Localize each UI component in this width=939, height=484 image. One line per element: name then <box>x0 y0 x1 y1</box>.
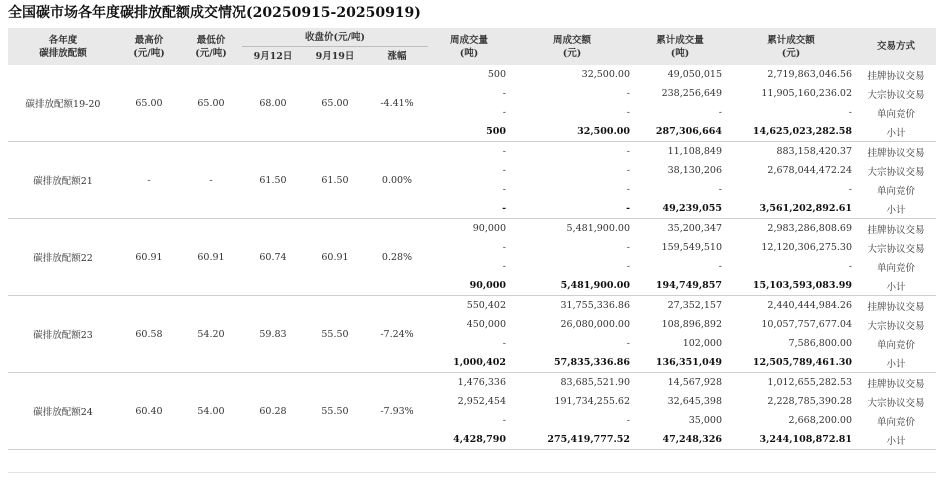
group-high-price: 65.00 <box>118 65 180 142</box>
page-title: 全国碳市场各年度碳排放配额成交情况(20250915-20250919) <box>8 5 421 21</box>
cell-cum-amt: - <box>848 261 853 272</box>
cell-cum-amt: 7,586,800.00 <box>788 338 853 349</box>
cell-week-vol: - <box>502 184 507 195</box>
cell-week-vol: - <box>502 88 507 99</box>
group-name: 碳排放配额21 <box>8 142 118 219</box>
cell-week-amt: 32,500.00 <box>581 69 631 80</box>
group-low-price: - <box>180 142 242 219</box>
cell-mode: 小计 <box>856 276 936 296</box>
cell-week-amt: 5,481,900.00 <box>510 276 634 296</box>
group-change: -4.41% <box>366 65 428 142</box>
group-close-d2: 61.50 <box>304 142 366 219</box>
cell-week-amt: 26,080,000.00 <box>560 319 631 330</box>
cell-cum-amt: 2,983,286,808.69 <box>767 223 853 234</box>
cell-cum-vol: - <box>718 184 723 195</box>
header-close-group: 收盘价(元/吨) <box>242 28 428 47</box>
cell-cum-amt: 12,505,789,461.30 <box>726 353 856 373</box>
group-change: 0.00% <box>366 142 428 219</box>
group-close-d1: 60.28 <box>242 373 304 450</box>
cell-week-vol: - <box>502 261 507 272</box>
header-low <box>180 28 242 65</box>
cell-cum-vol: 27,352,157 <box>667 300 723 311</box>
cell-week-amt: 57,835,336.86 <box>510 353 634 373</box>
header-change: 涨幅 <box>366 47 428 66</box>
cell-week-vol: 2,952,454 <box>457 396 507 407</box>
header-week-amount <box>510 28 634 65</box>
header-year-line2: 碳排放配额 <box>39 47 87 59</box>
cell-week-vol: 500 <box>428 122 510 142</box>
header-week-volume <box>428 28 510 65</box>
group-close-d1: 60.74 <box>242 219 304 296</box>
cell-mode: 挂牌协议交易 <box>867 301 925 313</box>
header-high <box>118 28 180 65</box>
header-high-line1: 最高价 <box>134 34 164 46</box>
cell-cum-vol: 108,896,892 <box>661 319 723 330</box>
cell-cum-amt: - <box>848 184 853 195</box>
group-close-d2: 55.50 <box>304 296 366 373</box>
table-body <box>8 65 936 450</box>
trading-table <box>8 28 936 450</box>
cell-mode: 小计 <box>856 122 936 142</box>
cell-cum-vol: - <box>718 107 723 118</box>
group-low-price: 54.20 <box>180 296 242 373</box>
cell-week-amt: - <box>626 184 631 195</box>
cell-cum-amt: 2,228,785,390.28 <box>767 396 853 407</box>
cell-cum-vol: - <box>718 261 723 272</box>
cell-cum-amt: 2,678,044,472.24 <box>767 165 853 176</box>
cell-mode: 挂牌协议交易 <box>867 70 925 82</box>
cell-mode: 单向竞价 <box>877 262 916 274</box>
cell-cum-amt: 15,103,593,083.99 <box>726 276 856 296</box>
cell-week-amt: - <box>626 165 631 176</box>
cell-week-amt: 275,419,777.52 <box>510 430 634 450</box>
header-week-amount-line1: 周成交额 <box>553 34 592 46</box>
cell-mode: 大宗协议交易 <box>867 397 925 409</box>
cell-cum-vol: 47,248,326 <box>634 430 726 450</box>
cell-cum-vol: 287,306,664 <box>634 122 726 142</box>
group-close-d2: 60.91 <box>304 219 366 296</box>
table-row <box>8 219 936 239</box>
header-cum-volume <box>634 28 726 65</box>
group-high-price: - <box>118 142 180 219</box>
cell-cum-vol: 238,256,649 <box>661 88 723 99</box>
group-change: -7.24% <box>366 296 428 373</box>
cell-mode: 挂牌协议交易 <box>867 378 925 390</box>
cell-cum-amt: 3,244,108,872.81 <box>726 430 856 450</box>
cell-mode: 大宗协议交易 <box>867 320 925 332</box>
header-week-amount-line2: (元) <box>562 47 582 59</box>
header-year-line1: 各年度 <box>48 34 78 46</box>
group-name: 碳排放配额23 <box>8 296 118 373</box>
cell-week-vol: - <box>502 415 507 426</box>
cell-cum-vol: 136,351,049 <box>634 353 726 373</box>
header-year <box>8 28 118 65</box>
cell-cum-amt: 2,719,863,046.56 <box>767 69 853 80</box>
header-cum-volume-line2: (吨) <box>670 47 690 59</box>
header-cum-volume-line1: 累计成交量 <box>656 34 704 46</box>
header-high-line2: (元/吨) <box>133 47 165 59</box>
cell-week-amt: 31,755,336.86 <box>560 300 631 311</box>
cell-cum-vol: 11,108,849 <box>667 146 723 157</box>
cell-week-amt: - <box>626 146 631 157</box>
cell-week-vol: - <box>502 165 507 176</box>
group-close-d1: 61.50 <box>242 142 304 219</box>
group-close-d2: 65.00 <box>304 65 366 142</box>
cell-week-vol: - <box>502 338 507 349</box>
group-name: 碳排放配额19-20 <box>8 65 118 142</box>
cell-week-vol: 1,000,402 <box>428 353 510 373</box>
header-week-volume-line2: (吨) <box>459 47 479 59</box>
cell-week-amt: 191,734,255.62 <box>554 396 631 407</box>
cell-mode: 单向竞价 <box>877 108 916 120</box>
group-name: 碳排放配额24 <box>8 373 118 450</box>
cell-week-vol: 1,476,336 <box>457 377 507 388</box>
table-row <box>8 142 936 162</box>
cell-week-vol: 90,000 <box>428 276 510 296</box>
cell-week-amt: 83,685,521.90 <box>560 377 631 388</box>
cell-mode: 小计 <box>856 199 936 219</box>
header-low-line2: (元/吨) <box>195 47 227 59</box>
cell-mode: 大宗协议交易 <box>867 89 925 101</box>
cell-cum-amt: 2,668,200.00 <box>788 415 853 426</box>
cell-week-amt: 32,500.00 <box>510 122 634 142</box>
cell-cum-vol: 38,130,206 <box>667 165 723 176</box>
cell-cum-vol: 159,549,510 <box>661 242 723 253</box>
group-low-price: 65.00 <box>180 65 242 142</box>
cell-cum-amt: 3,561,202,892.61 <box>726 199 856 219</box>
cell-week-amt: - <box>626 107 631 118</box>
cell-week-amt: - <box>510 199 634 219</box>
header-mode: 交易方式 <box>856 28 936 65</box>
cell-week-amt: - <box>626 415 631 426</box>
header-cum-amount-line1: 累计成交额 <box>767 34 815 46</box>
table-row <box>8 373 936 393</box>
cell-cum-vol: 32,645,398 <box>667 396 723 407</box>
cell-week-vol: - <box>428 199 510 219</box>
cell-week-vol: - <box>502 242 507 253</box>
group-close-d1: 59.83 <box>242 296 304 373</box>
header-cum-amount <box>726 28 856 65</box>
cell-mode: 单向竞价 <box>877 339 916 351</box>
header-close-d2: 9月19日 <box>304 47 366 66</box>
cell-cum-vol: 49,050,015 <box>667 69 723 80</box>
cell-mode: 挂牌协议交易 <box>867 147 925 159</box>
group-change: 0.28% <box>366 219 428 296</box>
cell-week-vol: 90,000 <box>472 223 507 234</box>
cell-week-vol: 500 <box>487 69 507 80</box>
cell-cum-vol: 102,000 <box>682 338 723 349</box>
cell-cum-amt: 883,158,420.37 <box>776 146 853 157</box>
cell-mode: 小计 <box>856 353 936 373</box>
cell-mode: 大宗协议交易 <box>867 166 925 178</box>
table-row <box>8 65 936 84</box>
cell-cum-vol: 14,567,928 <box>667 377 723 388</box>
table-header <box>8 28 936 65</box>
footer-divider <box>8 472 936 473</box>
header-low-line1: 最低价 <box>196 34 226 46</box>
cell-week-amt: 5,481,900.00 <box>566 223 631 234</box>
cell-week-amt: - <box>626 338 631 349</box>
cell-cum-vol: 194,749,857 <box>634 276 726 296</box>
cell-week-vol: - <box>502 146 507 157</box>
group-close-d2: 55.50 <box>304 373 366 450</box>
group-change: -7.93% <box>366 373 428 450</box>
cell-cum-amt: 12,120,306,275.30 <box>761 242 853 253</box>
cell-mode: 单向竞价 <box>877 185 916 197</box>
group-high-price: 60.91 <box>118 219 180 296</box>
cell-week-vol: - <box>502 107 507 118</box>
group-name: 碳排放配额22 <box>8 219 118 296</box>
cell-mode: 挂牌协议交易 <box>867 224 925 236</box>
group-close-d1: 68.00 <box>242 65 304 142</box>
header-close-d1: 9月12日 <box>242 47 304 66</box>
group-low-price: 54.00 <box>180 373 242 450</box>
cell-week-vol: 550,402 <box>466 300 507 311</box>
cell-week-amt: - <box>626 261 631 272</box>
cell-mode: 大宗协议交易 <box>867 243 925 255</box>
cell-cum-vol: 35,000 <box>688 415 723 426</box>
cell-mode: 单向竞价 <box>877 416 916 428</box>
cell-cum-amt: - <box>848 107 853 118</box>
group-low-price: 60.91 <box>180 219 242 296</box>
cell-week-vol: 450,000 <box>466 319 507 330</box>
cell-cum-vol: 49,239,055 <box>634 199 726 219</box>
cell-week-amt: - <box>626 242 631 253</box>
header-week-volume-line1: 周成交量 <box>450 34 489 46</box>
cell-cum-amt: 14,625,023,282.58 <box>726 122 856 142</box>
group-high-price: 60.40 <box>118 373 180 450</box>
cell-cum-amt: 1,012,655,282.53 <box>767 377 853 388</box>
cell-week-amt: - <box>626 88 631 99</box>
table-row <box>8 296 936 316</box>
group-high-price: 60.58 <box>118 296 180 373</box>
cell-mode: 小计 <box>856 430 936 450</box>
header-cum-amount-line2: (元) <box>781 47 801 59</box>
cell-cum-vol: 35,200,347 <box>667 223 723 234</box>
cell-cum-amt: 2,440,444,984.26 <box>767 300 853 311</box>
cell-cum-amt: 11,905,160,236.02 <box>761 88 853 99</box>
cell-cum-amt: 10,057,757,677.04 <box>761 319 853 330</box>
cell-week-vol: 4,428,790 <box>428 430 510 450</box>
